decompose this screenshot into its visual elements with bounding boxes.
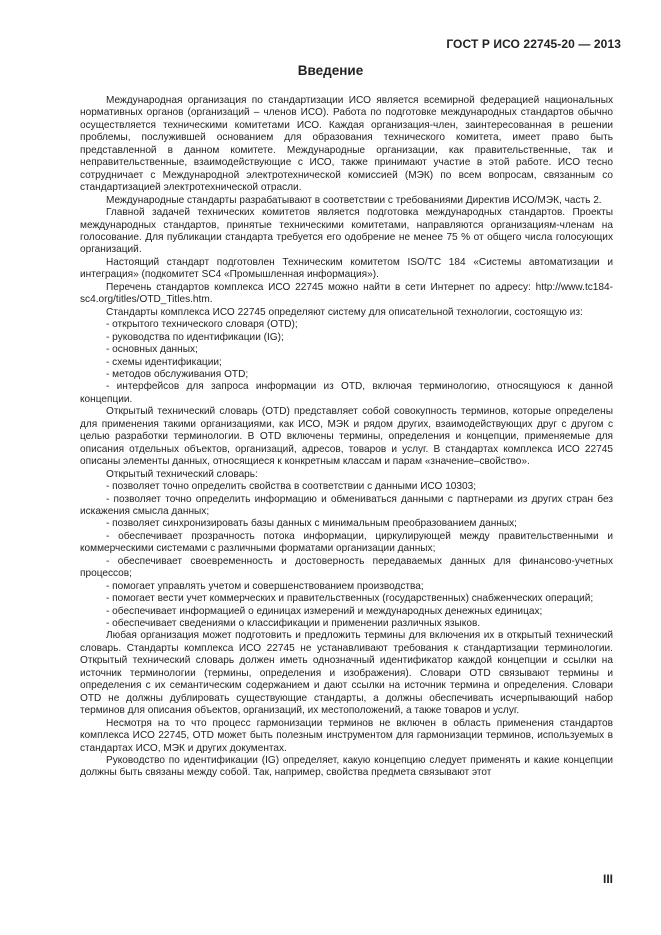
list-item: - позволяет синхронизировать базы данных с минимальным преобразованием данных; (106, 518, 517, 530)
list-item: - основных данных; (106, 344, 198, 356)
list-item: - обеспечивает информацией о единицах измерений и международных денежных единицах; (106, 605, 543, 617)
document-header: ГОСТ Р ИСО 22745-20 — 2013 (446, 37, 621, 51)
page-title: Введение (297, 63, 364, 78)
list-item: - руководства по идентификации (IG); (106, 331, 284, 343)
paragraph: Открытый технический словарь: (106, 468, 258, 480)
paragraph: Несмотря на то что процесс гармонизации терминов не включен в область применения стандартов комплекса ИСО 22745, OTD может быть полезным инструментом для гармонизации терминов, используемых в стандартах ИСО, МЭК и других документах. (80, 717, 613, 754)
list-item: - помогает вести учет коммерческих и правительственных (государственных) снабженческих операций; (106, 593, 594, 605)
paragraph: Стандарты комплекса ИСО 22745 определяют систему для описательной технологии, состоящую из: (106, 306, 583, 318)
document-body (80, 95, 613, 780)
paragraph: Перечень стандартов комплекса ИСО 22745 можно найти в сети Интернет по адресу: http://www.tc184-sc4.org/titles/OTD_Titles.htm. (80, 281, 613, 306)
page-number: III (602, 872, 613, 886)
paragraph: Международная организация по стандартизации ИСО является всемирной федерацией национальных нормативных органов (организаций – членов ИСО). Работа по подготовке международных стандартов обычно осуществляется техническими комитетами ИСО. Каждая организация-член, заинтересованная в решении проблемы, послужившей основанием для образования технического комитета, имеет право быть представленной в данном комитете. Международные организации, как правительственные, так и неправительственные, взаимодействующие с ИСО, также принимают участие в этой работе. ИСО тесно сотрудничает с Международной электротехнической комиссией (МЭК) по всем вопросам, связанным со стандартизацией электротехнической отрасли. (80, 95, 613, 194)
paragraph: Руководство по идентификации (IG) определяет, какую концепцию следует применять и какие концепции должны быть связаны между собой. Так, например, свойства предмета связывают этот (80, 755, 613, 779)
list-item: - помогает управлять учетом и совершенствованием производства; (106, 580, 424, 592)
list-item: - позволяет точно определить информацию и обмениваться данными с партнерами из других стран без искажения смысла данных; (80, 493, 613, 517)
list-item: - обеспечивает своевременность и достоверность передаваемых данных для финансово-учетных процессов; (80, 555, 613, 580)
paragraph: Международные стандарты разрабатывают в соответствии с требованиями Директив ИСО/МЭК, часть 2. (106, 194, 602, 206)
paragraph: Настоящий стандарт подготовлен Техническим комитетом ISO/TC 184 «Системы автоматизации и интеграция» (подкомитет SC4 «Промышленная информация»). (80, 256, 613, 281)
paragraph: Любая организация может подготовить и предложить термины для включения их в открытый технический словарь. Стандарты комплекса ИСО 22745 не устанавливают требования к стандартизации терминологии. Открытый технический словарь должен иметь однозначный идентификатор каждой концепции и ссылки на источник терминологии (термины, определения и изображения). Словари OTD связывают термины и определения с их семантическим содержанием и дают ссылки на источник термина и определения. Словари OTD не должны дублировать существующие стандарты, а должны обеспечивать исчерпывающий набор терминов для описания объектов, организаций, их местоположений, а также товаров и услуг. (80, 630, 613, 717)
list-item: - обеспечивает сведениями о классификации и применении различных языков. (106, 618, 481, 630)
list-item: - открытого технического словаря (OTD); (106, 319, 298, 331)
list-item: - схемы идентификации; (106, 356, 222, 368)
paragraph: Главной задачей технических комитетов является подготовка международных стандартов. Проекты международных стандартов, принятые техническими комитетами, направляются организациям-членам на голосование. Для публикации стандарта требуется его одобрение не менее 75 % от общего числа голосующих организаций. (80, 207, 613, 256)
list-item: - обеспечивает прозрачность потока информации, циркулирующей между правительственными и коммерческими системами с различными форматами организации данных; (80, 530, 613, 555)
paragraph: Открытый технический словарь (OTD) представляет собой совокупность терминов, которые определены для применения такими организациями, как ИСО, МЭК и рядом других, взаимодействующих друг с другом с целью разработки терминологии. В OTD включены термины, определения и концепции, применяемые для описания отдельных объектов, организаций, адресов, товаров и услуг. В стандартах комплекса ИСО 22745 описаны элементы данных, относящиеся к конкретным классам и парам «значение–свойство». (80, 406, 613, 468)
list-item: - позволяет точно определить свойства в соответствии с данными ИСО 10303; (106, 481, 477, 493)
list-item: - методов обслуживания OTD; (106, 368, 249, 380)
list-item: - интерфейсов для запроса информации из OTD, включая терминологию, относящуюся к данной концепции. (80, 381, 613, 405)
